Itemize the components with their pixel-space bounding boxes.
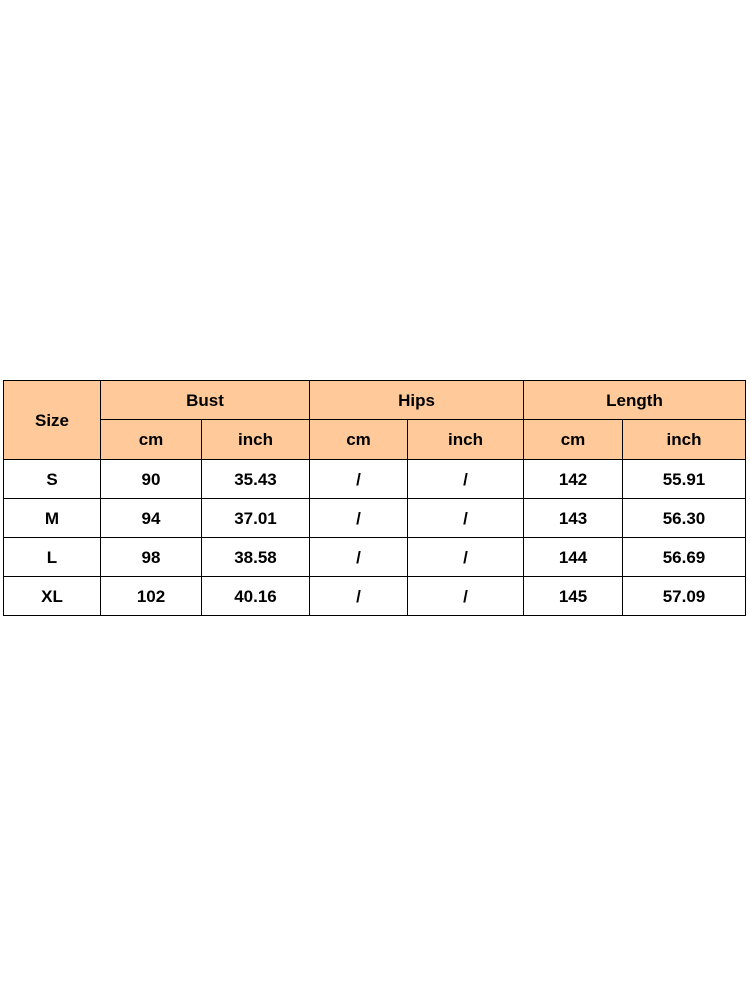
bust-cm-header: cm [101, 420, 202, 460]
hips-inch-header: inch [408, 420, 524, 460]
length-inch-cell: 55.91 [623, 460, 746, 499]
length-cm-cell: 142 [524, 460, 623, 499]
hips-cm-cell: / [310, 538, 408, 577]
hips-inch-cell: / [408, 460, 524, 499]
size-cell: M [4, 499, 101, 538]
hips-inch-cell: / [408, 499, 524, 538]
group-header-row [4, 381, 746, 420]
table-row [4, 460, 746, 499]
table-row [4, 499, 746, 538]
bust-inch-header: inch [202, 420, 310, 460]
size-cell: L [4, 538, 101, 577]
bust-inch-cell: 37.01 [202, 499, 310, 538]
size-header-cell: Size [4, 381, 101, 460]
table-row [4, 577, 746, 616]
length-inch-header: inch [623, 420, 746, 460]
length-cm-header: cm [524, 420, 623, 460]
length-inch-cell: 57.09 [623, 577, 746, 616]
hips-header-cell: Hips [310, 381, 524, 420]
table-row [4, 538, 746, 577]
size-chart-table [3, 380, 746, 616]
bust-cm-cell: 90 [101, 460, 202, 499]
bust-cm-cell: 102 [101, 577, 202, 616]
unit-header-row [4, 420, 746, 460]
hips-inch-cell: / [408, 577, 524, 616]
hips-cm-cell: / [310, 499, 408, 538]
length-inch-cell: 56.30 [623, 499, 746, 538]
length-cm-cell: 143 [524, 499, 623, 538]
length-cm-cell: 145 [524, 577, 623, 616]
bust-cm-cell: 98 [101, 538, 202, 577]
bust-inch-cell: 35.43 [202, 460, 310, 499]
size-cell: S [4, 460, 101, 499]
bust-inch-cell: 40.16 [202, 577, 310, 616]
bust-cm-cell: 94 [101, 499, 202, 538]
hips-cm-cell: / [310, 577, 408, 616]
length-inch-cell: 56.69 [623, 538, 746, 577]
hips-cm-header: cm [310, 420, 408, 460]
hips-cm-cell: / [310, 460, 408, 499]
bust-inch-cell: 38.58 [202, 538, 310, 577]
size-cell: XL [4, 577, 101, 616]
hips-inch-cell: / [408, 538, 524, 577]
length-cm-cell: 144 [524, 538, 623, 577]
bust-header-cell: Bust [101, 381, 310, 420]
length-header-cell: Length [524, 381, 746, 420]
